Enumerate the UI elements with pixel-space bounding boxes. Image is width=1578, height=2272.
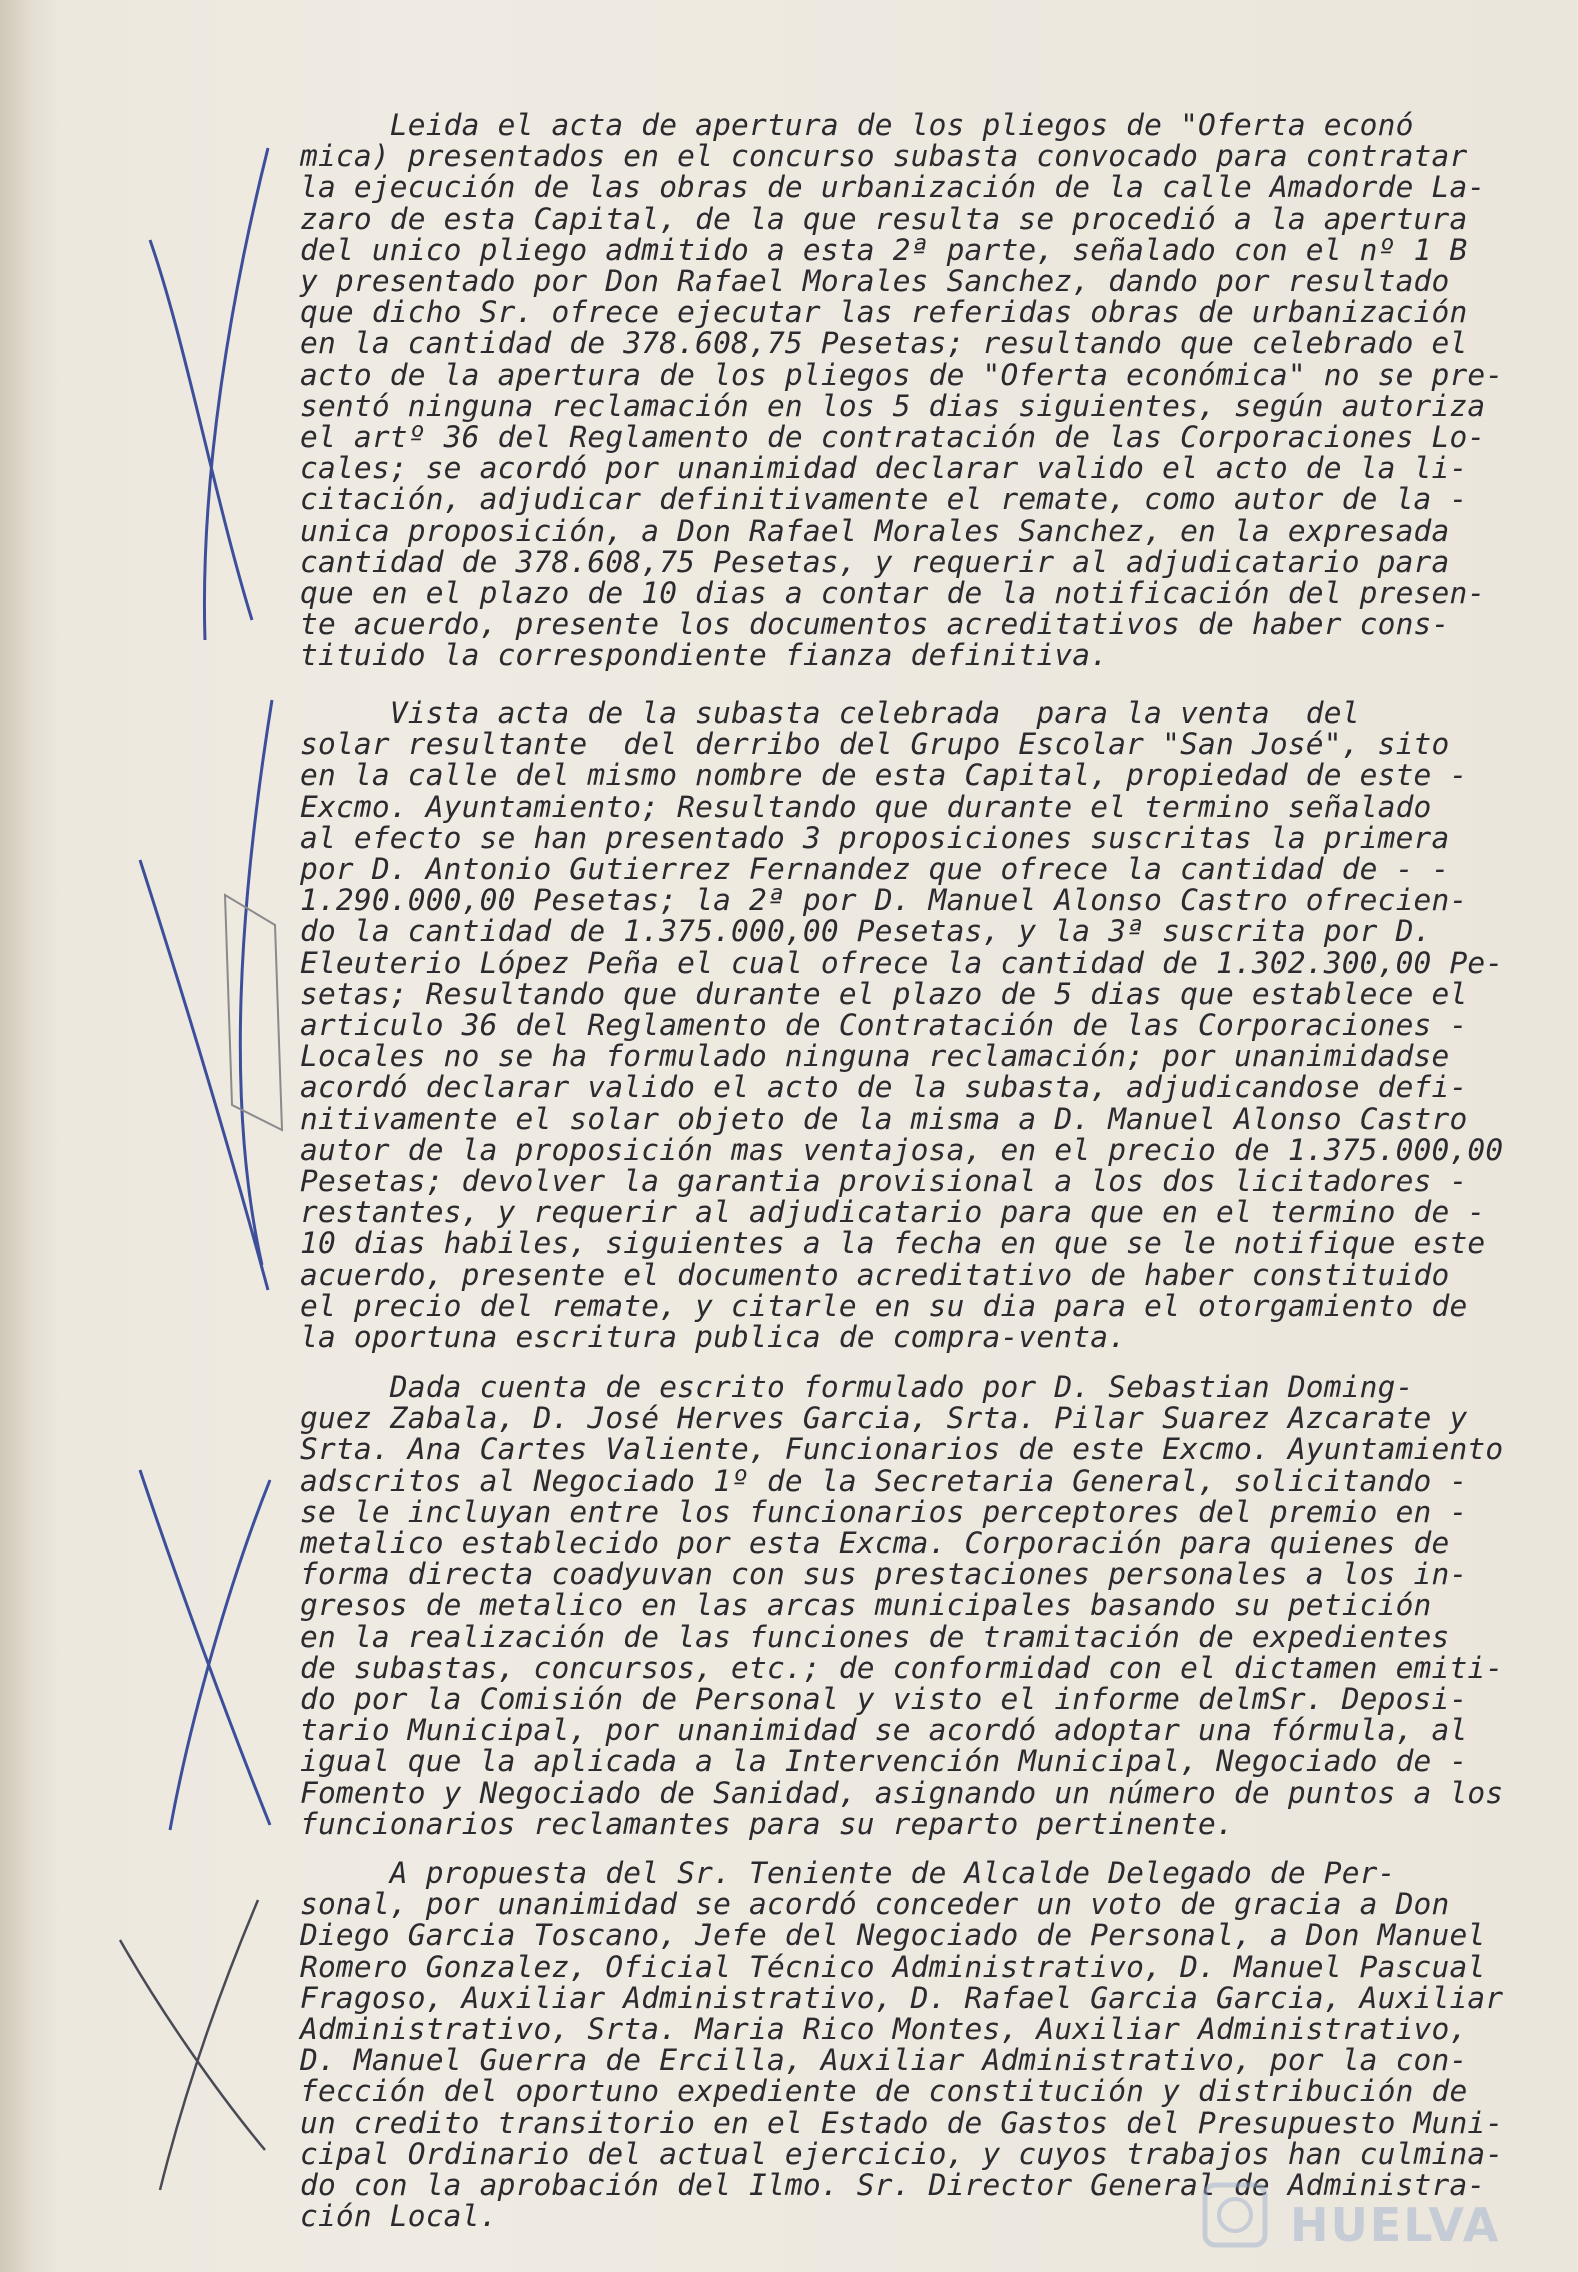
- text-line: do por la Comisión de Personal y visto el informe delmSr. Deposi-: [300, 1682, 1468, 1717]
- text-line: acordó declarar valido el acto de la subasta, adjudicandose defi-: [300, 1070, 1468, 1105]
- text-line: tario Municipal, por unanimidad se acordó adoptar una fórmula, al: [300, 1713, 1468, 1748]
- watermark-text: HUELVA: [1290, 2198, 1501, 2252]
- paragraph-oferta-economica: [300, 110, 1540, 672]
- cross-mark-icon: [150, 148, 268, 640]
- text-line: en la cantidad de 378.608,75 Pesetas; resultando que celebrado el: [300, 326, 1468, 361]
- text-line: cantidad de 378.608,75 Pesetas, y requerir al adjudicatario para: [300, 544, 1450, 579]
- text-line: Pesetas; devolver la garantia provisional a los dos licitadores -: [300, 1164, 1468, 1199]
- text-line: mica) presentados en el concurso subasta convocado para contratar: [300, 139, 1468, 174]
- text-line: citación, adjudicar definitivamente el remate, como autor de la -: [300, 482, 1468, 517]
- text-line: por D. Antonio Gutierrez Fernandez que ofrece la cantidad de - -: [300, 852, 1450, 887]
- text-line: zaro de esta Capital, de la que resulta se procedió a la apertura: [300, 201, 1468, 236]
- text-line: Fomento y Negociado de Sanidad, asignando un número de puntos a los: [300, 1775, 1504, 1810]
- text-line: acto de la apertura de los pliegos de "Oferta económica" no se pre-: [300, 357, 1504, 392]
- text-line: solar resultante del derribo del Grupo Escolar "San José", sito: [300, 727, 1450, 762]
- text-line: al efecto se han presentado 3 proposiciones suscritas la primera: [300, 820, 1450, 855]
- text-line: Dada cuenta de escrito formulado por D. Sebastian Doming-: [300, 1370, 1414, 1404]
- text-line: la oportuna escritura publica de compra-venta.: [300, 1320, 1127, 1355]
- text-line: unica proposición, a Don Rafael Morales Sanchez, en la expresada: [300, 513, 1450, 548]
- text-line: funcionarios reclamantes para su reparto pertinente.: [300, 1806, 1234, 1841]
- text-line: te acuerdo, presente los documentos acreditativos de haber cons-: [300, 607, 1450, 642]
- paragraph-voto-de-gracia: [300, 1858, 1540, 2232]
- text-line: metalico establecido por esta Excma. Corporación para quienes de: [300, 1526, 1450, 1561]
- text-line: que en el plazo de 10 dias a contar de la notificación del presen-: [300, 576, 1486, 611]
- text-line: nitivamente el solar objeto de la misma a D. Manuel Alonso Castro: [300, 1101, 1468, 1136]
- text-line: en la realización de las funciones de tramitación de expedientes: [300, 1619, 1450, 1654]
- text-line: Vista acta de la subasta celebrada para la venta del: [300, 696, 1360, 730]
- text-line: 1.290.000,00 Pesetas; la 2ª por D. Manuel Alonso Castro ofrecien-: [300, 883, 1468, 918]
- text-line: ción Local.: [300, 2199, 498, 2234]
- text-line: un credito transitorio en el Estado de Gastos del Presupuesto Muni-: [300, 2105, 1504, 2140]
- text-line: Srta. Ana Cartes Valiente, Funcionarios de este Excmo. Ayuntamiento: [300, 1432, 1504, 1467]
- text-line: cales; se acordó por unanimidad declarar valido el acto de la li-: [300, 451, 1468, 486]
- text-line: de subastas, concursos, etc.; de conformidad con el dictamen emiti-: [300, 1650, 1504, 1685]
- text-line: articulo 36 del Reglamento de Contratación de las Corporaciones -: [300, 1008, 1468, 1043]
- text-line: do con la aprobación del Ilmo. Sr. Director General de Administra-: [300, 2168, 1486, 2203]
- text-line: D. Manuel Guerra de Ercilla, Auxiliar Administrativo, por la con-: [300, 2043, 1468, 2078]
- text-line: Fragoso, Auxiliar Administrativo, D. Rafael Garcia Garcia, Auxiliar: [300, 1980, 1504, 2015]
- text-line: guez Zabala, D. José Herves Garcia, Srta. Pilar Suarez Azcarate y: [300, 1401, 1468, 1436]
- text-line: autor de la proposición mas ventajosa, en el precio de 1.375.000,00: [300, 1132, 1504, 1167]
- cross-mark-icon: [140, 1470, 270, 1830]
- text-line: do la cantidad de 1.375.000,00 Pesetas, y la 3ª suscrita por D.: [300, 914, 1432, 949]
- text-line: setas; Resultando que durante el plazo de 5 dias que establece el: [300, 976, 1468, 1011]
- text-line: forma directa coadyuvan con sus prestaciones personales a los in-: [300, 1557, 1468, 1592]
- text-line: sentó ninguna reclamación en los 5 dias siguientes, según autoriza: [300, 388, 1486, 423]
- text-line: fección del oportuno expediente de constitución y distribución de: [300, 2074, 1468, 2109]
- text-line: tituido la correspondiente fianza definitiva.: [300, 638, 1109, 673]
- paragraph-subasta-solar: [300, 698, 1540, 1353]
- text-line: el artº 36 del Reglamento de contratación de las Corporaciones Lo-: [300, 420, 1486, 455]
- text-line: Excmo. Ayuntamiento; Resultando que durante el termino señalado: [300, 789, 1432, 824]
- text-line: Eleuterio López Peña el cual ofrece la cantidad de 1.302.300,00 Pe-: [300, 945, 1504, 980]
- text-line: Administrativo, Srta. Maria Rico Montes, Auxiliar Administrativo,: [300, 2012, 1468, 2047]
- text-line: Locales no se ha formulado ninguna reclamación; por unanimidadse: [300, 1039, 1450, 1074]
- text-line: acuerdo, presente el documento acreditativo de haber constituido: [300, 1257, 1450, 1292]
- text-line: restantes, y requerir al adjudicatario para que en el termino de -: [300, 1195, 1486, 1230]
- text-line: la ejecución de las obras de urbanización de la calle Amadorde La-: [300, 170, 1486, 205]
- text-line: Romero Gonzalez, Oficial Técnico Administrativo, D. Manuel Pascual: [300, 1949, 1486, 1984]
- text-line: Diego Garcia Toscano, Jefe del Negociado de Personal, a Don Manuel: [300, 1918, 1486, 1953]
- text-line: cipal Ordinario del actual ejercicio, y cuyos trabajos han culmina-: [300, 2136, 1504, 2171]
- text-line: en la calle del mismo nombre de esta Capital, propiedad de este -: [300, 758, 1468, 793]
- text-line: igual que la aplicada a la Intervención Municipal, Negociado de -: [300, 1744, 1468, 1779]
- text-line: A propuesta del Sr. Teniente de Alcalde Delegado de Per-: [300, 1856, 1396, 1890]
- text-line: que dicho Sr. ofrece ejecutar las referidas obras de urbanización: [300, 295, 1468, 330]
- text-line: sonal, por unanimidad se acordó conceder un voto de gracia a Don: [300, 1887, 1450, 1922]
- cross-mark-icon: [140, 700, 272, 1290]
- cross-mark-icon: [120, 1900, 265, 2190]
- pencil-box-mark: [225, 895, 282, 1130]
- text-line: Leida el acta de apertura de los pliegos de "Oferta econó: [300, 108, 1414, 142]
- text-line: del unico pliego admitido a esta 2ª parte, señalado con el nº 1 B: [300, 232, 1468, 267]
- text-line: se le incluyan entre los funcionarios perceptores del premio en -: [300, 1494, 1468, 1529]
- paragraph-escrito-funcionarios: [300, 1372, 1540, 1840]
- text-line: gresos de metalico en las arcas municipales basando su petición: [300, 1588, 1432, 1623]
- text-line: adscritos al Negociado 1º de la Secretaria General, solicitando -: [300, 1463, 1468, 1498]
- text-line: el precio del remate, y citarle en su dia para el otorgamiento de: [300, 1288, 1468, 1323]
- text-line: y presentado por Don Rafael Morales Sanchez, dando por resultado: [300, 264, 1450, 299]
- text-line: 10 dias habiles, siguientes a la fecha en que se le notifique este: [300, 1226, 1486, 1261]
- page-left-edge: [0, 0, 30, 2272]
